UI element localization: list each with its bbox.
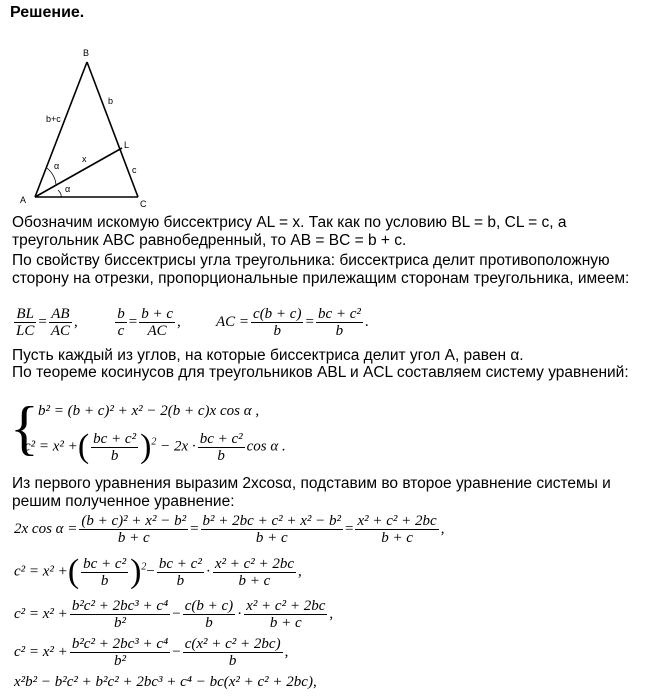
fraction-ab-ac: $\frac{AB}{AC}$ <box>50 306 70 339</box>
label-bc: b+c <box>46 114 61 124</box>
derivation-line-3: c² = x² + $\frac{\text{b²c² + 2bc³ + c⁴}}{\text{b²}}$ − $\frac{c(b + c)}{b}$ · $\frac{\text{x² + c² + 2bc}}{b + c}$ , <box>14 598 334 631</box>
fraction-b-c: $\frac{b}{c}$ <box>117 306 125 339</box>
label-alpha-1: α <box>54 161 60 171</box>
bisector-al <box>35 148 122 197</box>
side-bc <box>87 62 138 197</box>
label-b: b <box>108 96 114 106</box>
label-alpha-2: α <box>65 184 71 194</box>
vertex-b: B <box>83 48 90 58</box>
angle-arc-2 <box>58 190 61 197</box>
ratio-equations: $\frac{BL}{LC}$ = $\frac{AB}{AC}$ , $\frac{b}{c}$ = $\frac{b + c}{AC}$ , AC = $\frac{c(b + c)}{b}$ = $\frac{\text{bc + c²}}{b}$ . <box>16 306 369 339</box>
triangle-figure <box>10 40 180 215</box>
derivation-line-5: x²b² − b²c² + b²c² + 2bc³ + c⁴ − bc(x² + c² + 2bc), <box>14 674 317 690</box>
fraction-bc-ac: $\frac{b + c}{AC}$ <box>141 306 173 339</box>
fraction-bcc2-b: $\frac{\text{bc + c²}}{b}$ <box>317 306 361 339</box>
solution-heading: Решение. <box>10 4 85 21</box>
fraction-bl-lc: $\frac{BL}{LC}$ <box>16 306 35 339</box>
derivation-line-4: c² = x² + $\frac{\text{b²c² + 2bc³ + c⁴}}{\text{b²}}$ − $\frac{\text{c(x² + c² + 2bc)}}{b}$ , <box>14 636 289 669</box>
paragraph-1: Обозначим искомую биссектрису AL = x. Так как по условию BL = b, CL = c, а треугольник ABC равнобедренный, то AB = BC = b + c. <box>12 214 567 249</box>
derivation-line-2: c² = x² +( $\frac{\text{bc + c²}}{b}$ )$^2$− $\frac{\text{bc + c²}}{b}$ · $\frac{\text{x² + c² + 2bc}}{b + c}$ , <box>14 553 302 590</box>
paragraph-2: По свойству биссектрисы угла треугольника: биссектриса делит противоположную сторону на отрезки, пропорциональные прилежащим сторонам треугольника, имеем: <box>12 252 630 287</box>
system-line-2: c² = x² +( $\frac{\text{bc + c²}}{b}$ )$^2$ − 2x · $\frac{\text{bc + c²}}{b}$ cos α . <box>24 428 286 465</box>
system-line-1: b² = (b + c)² + x² − 2(b + c)x cos α , <box>38 403 260 419</box>
paragraph-4: По теореме косинусов для треугольников ABL и ACL составляем систему уравнений: <box>12 364 629 381</box>
side-ab <box>35 62 87 197</box>
paragraph-3: Пусть каждый из углов, на которые биссектриса делит угол A, равен α. <box>12 347 524 364</box>
label-c: c <box>132 165 137 175</box>
fraction-cbc-b: $\frac{c(b + c)}{b}$ <box>253 306 302 339</box>
vertex-l: L <box>124 140 130 150</box>
derivation-line-1: 2x cos α = $\frac{\text{(b + c)² + x² − b²}}{b + c}$ = $\frac{\text{b² + 2bc + c² + x² − b²}}{b + c}$ = $\frac{\text{x² + c² + 2bc}}{b + c}$ , <box>14 513 445 546</box>
paragraph-5: Из первого уравнения выразим 2xcosα, подставим во второе уравнение системы и решим полученное уравнение: <box>12 475 611 510</box>
system-brace: { <box>10 395 39 461</box>
vertex-a: A <box>20 195 27 205</box>
label-x: x <box>82 154 87 164</box>
vertex-c: C <box>140 199 147 209</box>
